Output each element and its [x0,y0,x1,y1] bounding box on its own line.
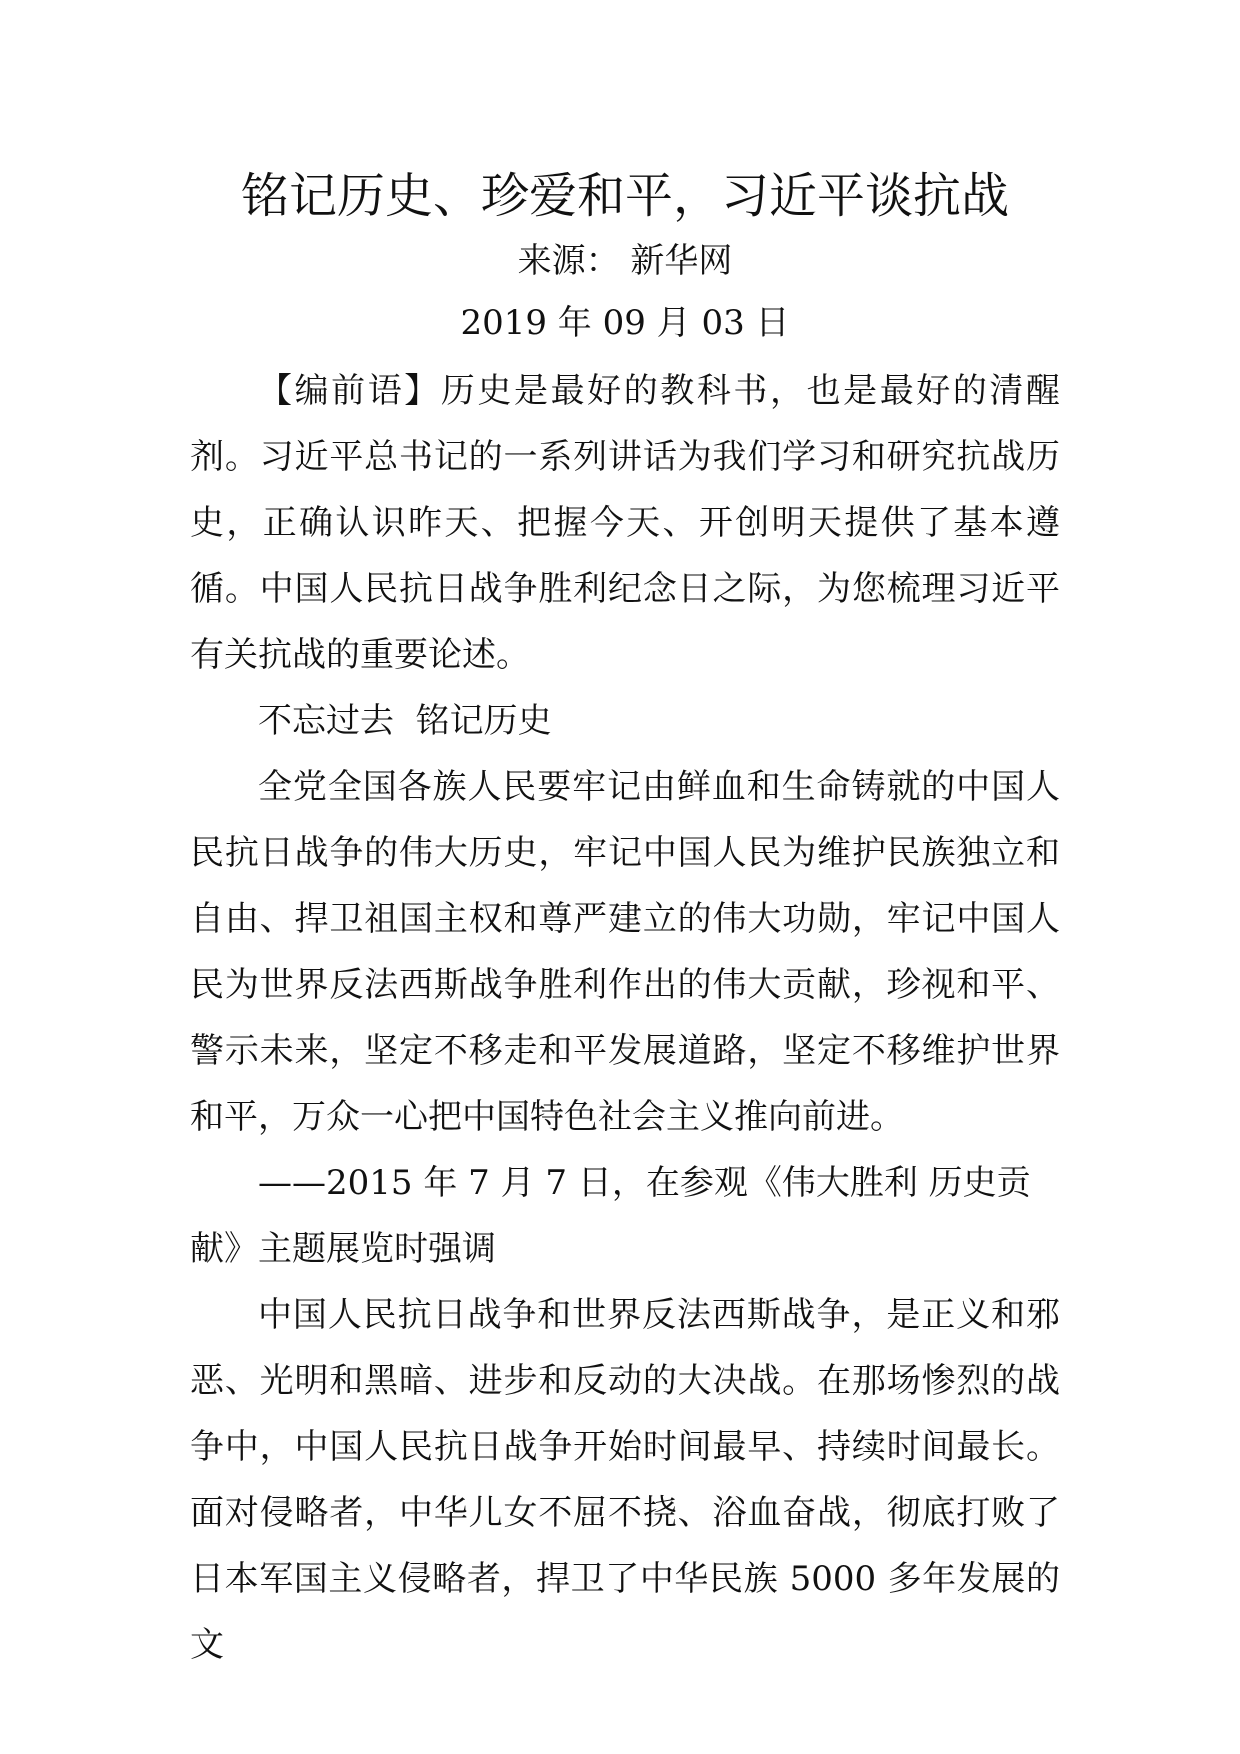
editor-note-paragraph: 【编前语】历史是最好的教科书，也是最好的清醒剂。习近平总书记的一系列讲话为我们学习和研究抗战历史，正确认识昨天、把握今天、开创明天提供了基本遵循。中国人民抗日战争胜利纪念日之际，为您梳理习近平有关抗战的重要论述。 [190,371,1060,675]
body-paragraph-1: 全党全国各族人民要牢记由鲜血和生命铸就的中国人民抗日战争的伟大历史，牢记中国人民为维护民族独立和自由、捍卫祖国主权和尊严建立的伟大功勋，牢记中国人民为世界反法西斯战争胜利作出的伟大贡献，珍视和平、警示未来，坚定不移走和平发展道路，坚定不移维护世界和平，万众一心把中国特色社会主义推向前进。 [190,767,1060,1137]
citation-paragraph-1: ——2015 年 7 月 7 日，在参观《伟大胜利 历史贡献》主题展览时强调 [190,1163,1031,1269]
article-source: 来源： 新华网 [517,241,733,281]
article-date: 2019 年 09 月 03 日 [460,303,790,343]
document-content [190,160,1060,1678]
section-heading: 不忘过去 铭记历史 [258,701,552,741]
article-title: 铭记历史、珍爱和平，习近平谈抗战 [240,168,1009,224]
body-paragraph-2: 中国人民抗日战争和世界反法西斯战争，是正义和邪恶、光明和黑暗、进步和反动的大决战。在那场惨烈的战争中，中国人民抗日战争开始时间最早、持续时间最长。面对侵略者，中华儿女不屈不挠、浴血奋战，彻底打败了日本军国主义侵略者，捍卫了中华民族 5000 多年发展的文 [190,1295,1060,1665]
